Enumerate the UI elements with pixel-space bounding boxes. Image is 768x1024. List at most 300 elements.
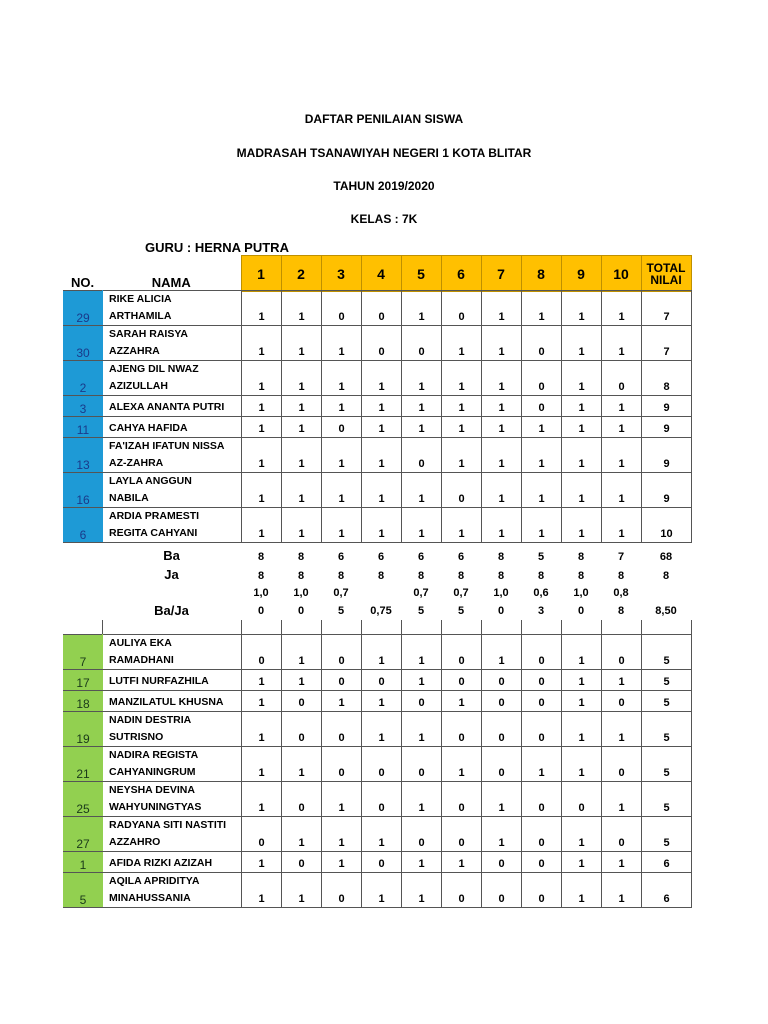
score-cell: 1	[282, 873, 322, 908]
stat-value: 8	[662, 570, 670, 582]
score-cell: 1	[482, 473, 522, 508]
stat-value	[641, 582, 691, 620]
student-name	[103, 873, 242, 908]
score-cell: 1	[242, 508, 282, 543]
score-cell: 1	[402, 396, 442, 417]
stat-value	[481, 582, 521, 620]
stat-value: 6	[337, 551, 345, 563]
score-cell: 0	[482, 873, 522, 908]
student-name-line1: SARAH RAISYA	[109, 328, 188, 340]
table-row	[64, 670, 692, 691]
score-cell: 1	[562, 361, 602, 396]
stat-value	[521, 582, 561, 620]
table-row	[64, 635, 692, 670]
score-cell: 1	[482, 782, 522, 817]
score-cell: 1	[442, 747, 482, 782]
score-cell: 1	[402, 782, 442, 817]
score-cell: 1	[482, 417, 522, 438]
score-cell: 0	[362, 670, 402, 691]
score-cell: 1	[482, 326, 522, 361]
score-cell: 1	[562, 473, 602, 508]
score-cell: 1	[282, 817, 322, 852]
stat-value-line2: 8,50	[655, 605, 677, 617]
stat-value: 8	[297, 570, 305, 582]
table-header	[63, 255, 692, 292]
score-cell: 0	[522, 635, 562, 670]
score-cell: 0	[482, 712, 522, 747]
total-score-cell: 9	[642, 396, 692, 417]
score-cell: 1	[242, 417, 282, 438]
stat-value: 6	[457, 551, 465, 563]
student-name-line1: AJENG DIL NWAZ	[109, 363, 199, 375]
stat-value: 8	[257, 551, 265, 563]
score-cell: 1	[402, 417, 442, 438]
score-cell: 0	[402, 691, 442, 712]
student-name	[103, 782, 242, 817]
score-cell: 1	[562, 817, 602, 852]
total-score-cell: 5	[642, 670, 692, 691]
student-name-line1: AULIYA EKA	[109, 637, 172, 649]
score-cell: 1	[282, 326, 322, 361]
score-cell: 0	[362, 326, 402, 361]
student-number: 5	[64, 873, 103, 908]
score-cell: 1	[442, 691, 482, 712]
student-number: 2	[64, 361, 103, 396]
score-cell: 1	[402, 508, 442, 543]
score-cell: 1	[482, 361, 522, 396]
stat-value-line1: 0,7	[333, 587, 349, 599]
score-cell: 1	[322, 361, 362, 396]
score-cell: 0	[442, 473, 482, 508]
score-cell: 0	[602, 747, 642, 782]
score-cell: 1	[282, 396, 322, 417]
score-cell: 0	[322, 747, 362, 782]
score-cell: 1	[362, 635, 402, 670]
score-cell: 1	[282, 747, 322, 782]
stat-value-line2: 0	[297, 605, 305, 617]
question-header: 2	[281, 256, 321, 292]
score-cell: 0	[322, 417, 362, 438]
student-number: 1	[64, 852, 103, 873]
score-cell: 1	[282, 361, 322, 396]
score-cell: 1	[322, 438, 362, 473]
total-score-cell: 8	[642, 361, 692, 396]
student-name-line1: RADYANA SITI NASTITI	[109, 819, 227, 831]
school-name: MADRASAH TSANAWIYAH NEGERI 1 KOTA BLITAR	[236, 146, 532, 160]
table-row	[64, 508, 692, 543]
student-name-line1: NEYSHA DEVINA	[109, 784, 195, 796]
question-header: 9	[561, 256, 601, 292]
stat-value-line2: 5	[337, 605, 345, 617]
total-score-cell: 9	[642, 417, 692, 438]
student-name	[103, 691, 242, 712]
question-header: 7	[481, 256, 521, 292]
score-cell: 1	[602, 873, 642, 908]
student-name-line1: NADIRA REGISTA	[109, 749, 199, 761]
score-cell: 0	[602, 361, 642, 396]
student-name-line2: AZIZULLAH	[109, 380, 168, 392]
score-cell: 0	[442, 670, 482, 691]
score-cell: 1	[402, 291, 442, 326]
table-row	[64, 817, 692, 852]
score-cell: 0	[282, 782, 322, 817]
score-cell: 1	[242, 747, 282, 782]
document-title: DAFTAR PENILAIAN SISWA	[304, 112, 464, 126]
score-cell: 0	[522, 396, 562, 417]
score-cell: 0	[242, 635, 282, 670]
score-cell: 1	[242, 782, 282, 817]
score-cell: 0	[522, 873, 562, 908]
student-number: 18	[64, 691, 103, 712]
score-cell: 1	[602, 417, 642, 438]
total-score-cell: 9	[642, 473, 692, 508]
student-number: 25	[64, 782, 103, 817]
score-cell: 1	[362, 691, 402, 712]
student-name	[103, 817, 242, 852]
score-cell: 1	[282, 635, 322, 670]
score-cell: 1	[402, 712, 442, 747]
score-cell: 1	[602, 782, 642, 817]
score-cell: 1	[442, 438, 482, 473]
student-name-line2: NABILA	[109, 492, 149, 504]
score-cell: 1	[482, 817, 522, 852]
stat-value-line2: 3	[537, 605, 545, 617]
score-cell: 1	[562, 396, 602, 417]
stat-value: 8	[497, 570, 505, 582]
score-cell: 0	[522, 817, 562, 852]
score-cell: 1	[562, 691, 602, 712]
score-cell: 1	[322, 508, 362, 543]
total-score-cell: 6	[642, 852, 692, 873]
student-name-line1: FA'IZAH IFATUN NISSA	[109, 440, 225, 452]
baja-row	[63, 582, 691, 620]
score-cell: 0	[522, 326, 562, 361]
stat-value	[321, 582, 361, 620]
score-cell: 1	[362, 361, 402, 396]
score-cell: 1	[562, 438, 602, 473]
gap-cell	[401, 620, 441, 634]
score-cell: 1	[402, 361, 442, 396]
score-cell: 1	[522, 291, 562, 326]
score-cell: 1	[442, 852, 482, 873]
school-year: TAHUN 2019/2020	[333, 179, 435, 193]
student-name	[103, 361, 242, 396]
score-cell: 0	[442, 712, 482, 747]
score-cell: 0	[362, 782, 402, 817]
score-table-group-1	[63, 290, 692, 543]
student-name	[103, 291, 242, 326]
score-cell: 0	[522, 691, 562, 712]
score-cell: 1	[282, 417, 322, 438]
student-name-line2: SUTRISNO	[109, 731, 164, 743]
total-score-cell: 5	[642, 747, 692, 782]
score-cell: 1	[522, 473, 562, 508]
stat-value	[281, 582, 321, 620]
student-name-line2: CAHYANINGRUM	[109, 766, 196, 778]
gap-cell	[281, 620, 321, 634]
stat-value: 7	[617, 551, 625, 563]
gap-cell	[241, 620, 281, 634]
ja-row	[63, 563, 691, 582]
student-number: 16	[64, 473, 103, 508]
score-cell: 1	[362, 396, 402, 417]
score-cell: 1	[482, 396, 522, 417]
stat-value: 8	[617, 570, 625, 582]
score-cell: 1	[242, 438, 282, 473]
stat-value: 8	[457, 570, 465, 582]
student-number: 19	[64, 712, 103, 747]
table-row	[64, 691, 692, 712]
score-cell: 0	[482, 691, 522, 712]
score-cell: 0	[482, 852, 522, 873]
score-cell: 0	[282, 712, 322, 747]
student-name-line1: LAYLA ANGGUN	[109, 475, 192, 487]
score-cell: 0	[522, 670, 562, 691]
stat-value-line2: 0	[497, 605, 505, 617]
stat-value-line1: 0,8	[613, 587, 629, 599]
student-number: 6	[64, 508, 103, 543]
gap-cell	[102, 620, 241, 634]
table-row	[64, 712, 692, 747]
score-cell: 1	[442, 361, 482, 396]
score-cell: 1	[602, 852, 642, 873]
score-cell: 0	[402, 747, 442, 782]
score-cell: 0	[442, 873, 482, 908]
total-header-line1: TOTAL	[646, 260, 686, 275]
score-cell: 1	[402, 670, 442, 691]
score-cell: 0	[282, 852, 322, 873]
question-header: 1	[241, 256, 281, 292]
student-name-line1: MANZILATUL KHUSNA	[109, 696, 224, 708]
student-name-line1: ARDIA PRAMESTI	[109, 510, 200, 522]
total-header-line2: NILAI	[650, 272, 682, 287]
score-cell: 0	[362, 291, 402, 326]
student-number: 7	[64, 635, 103, 670]
class-label: KELAS : 7K	[350, 212, 418, 226]
stat-value-line1: 1,0	[293, 587, 309, 599]
total-score-cell: 7	[642, 291, 692, 326]
table-row	[64, 438, 692, 473]
score-cell: 1	[602, 473, 642, 508]
teacher-label: GURU : HERNA PUTRA	[145, 240, 289, 255]
gap-cell	[321, 620, 361, 634]
score-cell: 1	[562, 873, 602, 908]
score-cell: 1	[362, 438, 402, 473]
score-cell: 1	[322, 852, 362, 873]
student-name-line1: RIKE ALICIA	[109, 293, 172, 305]
stat-value: 8	[257, 570, 265, 582]
score-cell: 1	[482, 291, 522, 326]
stat-value-line1: 1,0	[573, 587, 589, 599]
score-cell: 0	[322, 635, 362, 670]
score-cell: 1	[242, 326, 282, 361]
student-number: 13	[64, 438, 103, 473]
total-score-cell: 9	[642, 438, 692, 473]
score-cell: 1	[402, 873, 442, 908]
student-name-line2: AZZAHRA	[109, 345, 160, 357]
stat-value	[601, 582, 641, 620]
stat-value: 6	[377, 551, 385, 563]
table-row	[64, 396, 692, 417]
stat-value-line1: 0,7	[413, 587, 429, 599]
stat-label: Ba/Ja	[154, 603, 189, 618]
total-score-cell: 6	[642, 873, 692, 908]
gap-cell	[561, 620, 601, 634]
stat-value	[561, 582, 601, 620]
stat-value	[361, 582, 401, 620]
gap-row	[63, 620, 691, 634]
student-number: 29	[64, 291, 103, 326]
stat-label: Ja	[164, 567, 179, 582]
score-cell: 1	[522, 747, 562, 782]
total-score-cell: 5	[642, 782, 692, 817]
stat-value	[241, 582, 281, 620]
student-name	[103, 670, 242, 691]
stat-spacer	[63, 582, 102, 620]
score-cell: 1	[402, 473, 442, 508]
total-column-header	[641, 256, 691, 292]
stat-value-line2: 8	[617, 605, 625, 617]
question-header: 8	[521, 256, 561, 292]
score-cell: 0	[442, 291, 482, 326]
gap-cell	[361, 620, 401, 634]
score-cell: 0	[482, 747, 522, 782]
total-score-cell: 5	[642, 817, 692, 852]
score-cell: 1	[322, 817, 362, 852]
student-number: 17	[64, 670, 103, 691]
no-column-header: NO.	[70, 274, 95, 290]
student-name	[103, 438, 242, 473]
score-cell: 1	[242, 291, 282, 326]
score-cell: 1	[562, 670, 602, 691]
score-cell: 0	[522, 361, 562, 396]
score-cell: 1	[362, 873, 402, 908]
score-cell: 1	[602, 438, 642, 473]
score-cell: 1	[522, 438, 562, 473]
total-score-cell: 5	[642, 712, 692, 747]
stat-value-line1: 0,6	[533, 587, 549, 599]
score-cell: 1	[562, 417, 602, 438]
score-cell: 1	[242, 852, 282, 873]
score-cell: 0	[362, 747, 402, 782]
score-cell: 0	[442, 817, 482, 852]
table-row	[64, 852, 692, 873]
score-cell: 1	[602, 291, 642, 326]
student-name-line1: ALEXA ANANTA PUTRI	[109, 401, 225, 413]
gap-cell	[521, 620, 561, 634]
stat-label: Ba	[163, 548, 180, 563]
table-row	[64, 473, 692, 508]
score-cell: 1	[562, 635, 602, 670]
stat-value-line2: 5	[417, 605, 425, 617]
score-cell: 1	[282, 438, 322, 473]
stat-value-line1: 1,0	[493, 587, 509, 599]
student-name	[103, 326, 242, 361]
stat-value: 68	[659, 551, 673, 563]
gap-cell	[641, 620, 691, 634]
student-name-line2: RAMADHANI	[109, 654, 174, 666]
table-row	[64, 782, 692, 817]
score-cell: 0	[442, 635, 482, 670]
stat-value: 8	[297, 551, 305, 563]
score-cell: 0	[482, 670, 522, 691]
score-cell: 1	[242, 873, 282, 908]
score-cell: 1	[482, 508, 522, 543]
score-cell: 1	[322, 782, 362, 817]
score-cell: 1	[442, 396, 482, 417]
ba-row	[63, 544, 691, 563]
score-cell: 0	[402, 326, 442, 361]
stat-value-line2: 0,75	[370, 605, 392, 617]
score-cell: 1	[322, 473, 362, 508]
score-cell: 1	[442, 508, 482, 543]
score-cell: 1	[282, 291, 322, 326]
stat-value: 6	[417, 551, 425, 563]
score-cell: 1	[242, 712, 282, 747]
score-cell: 1	[242, 670, 282, 691]
score-cell: 1	[402, 852, 442, 873]
score-cell: 1	[562, 291, 602, 326]
student-name	[103, 747, 242, 782]
student-name	[103, 508, 242, 543]
table-row	[64, 361, 692, 396]
score-cell: 1	[362, 508, 402, 543]
score-cell: 1	[362, 473, 402, 508]
student-name-line1: AQILA APRIDITYA	[109, 875, 200, 887]
score-cell: 1	[602, 670, 642, 691]
student-name	[103, 712, 242, 747]
score-cell: 1	[602, 396, 642, 417]
score-cell: 1	[282, 670, 322, 691]
student-name-line1: CAHYA HAFIDA	[109, 422, 188, 434]
student-name-line1: NADIN DESTRIA	[109, 714, 192, 726]
score-cell: 1	[602, 508, 642, 543]
stat-spacer	[63, 544, 102, 563]
score-cell: 1	[562, 747, 602, 782]
score-table-group-2	[63, 634, 692, 908]
score-cell: 0	[522, 782, 562, 817]
gap-cell	[441, 620, 481, 634]
stat-value-line2: 0	[577, 605, 585, 617]
total-score-cell: 7	[642, 326, 692, 361]
stat-value: 8	[417, 570, 425, 582]
score-cell: 1	[282, 473, 322, 508]
total-score-cell: 5	[642, 691, 692, 712]
statistics-table	[63, 544, 692, 634]
question-header: 6	[441, 256, 481, 292]
score-cell: 1	[322, 691, 362, 712]
student-name	[103, 473, 242, 508]
student-name	[103, 635, 242, 670]
stat-value	[401, 582, 441, 620]
score-cell: 1	[402, 635, 442, 670]
question-header: 5	[401, 256, 441, 292]
score-cell: 0	[322, 670, 362, 691]
table-row	[64, 326, 692, 361]
score-cell: 0	[402, 438, 442, 473]
student-name-line2: AZ-ZAHRA	[109, 457, 164, 469]
score-cell: 1	[442, 417, 482, 438]
score-cell: 0	[282, 691, 322, 712]
score-cell: 0	[322, 873, 362, 908]
score-cell: 1	[482, 635, 522, 670]
student-name-line2: AZZAHRO	[109, 836, 161, 848]
score-cell: 0	[322, 712, 362, 747]
student-number: 3	[64, 396, 103, 417]
student-name-line2: ARTHAMILA	[109, 310, 172, 322]
total-score-cell: 5	[642, 635, 692, 670]
table-row	[64, 873, 692, 908]
